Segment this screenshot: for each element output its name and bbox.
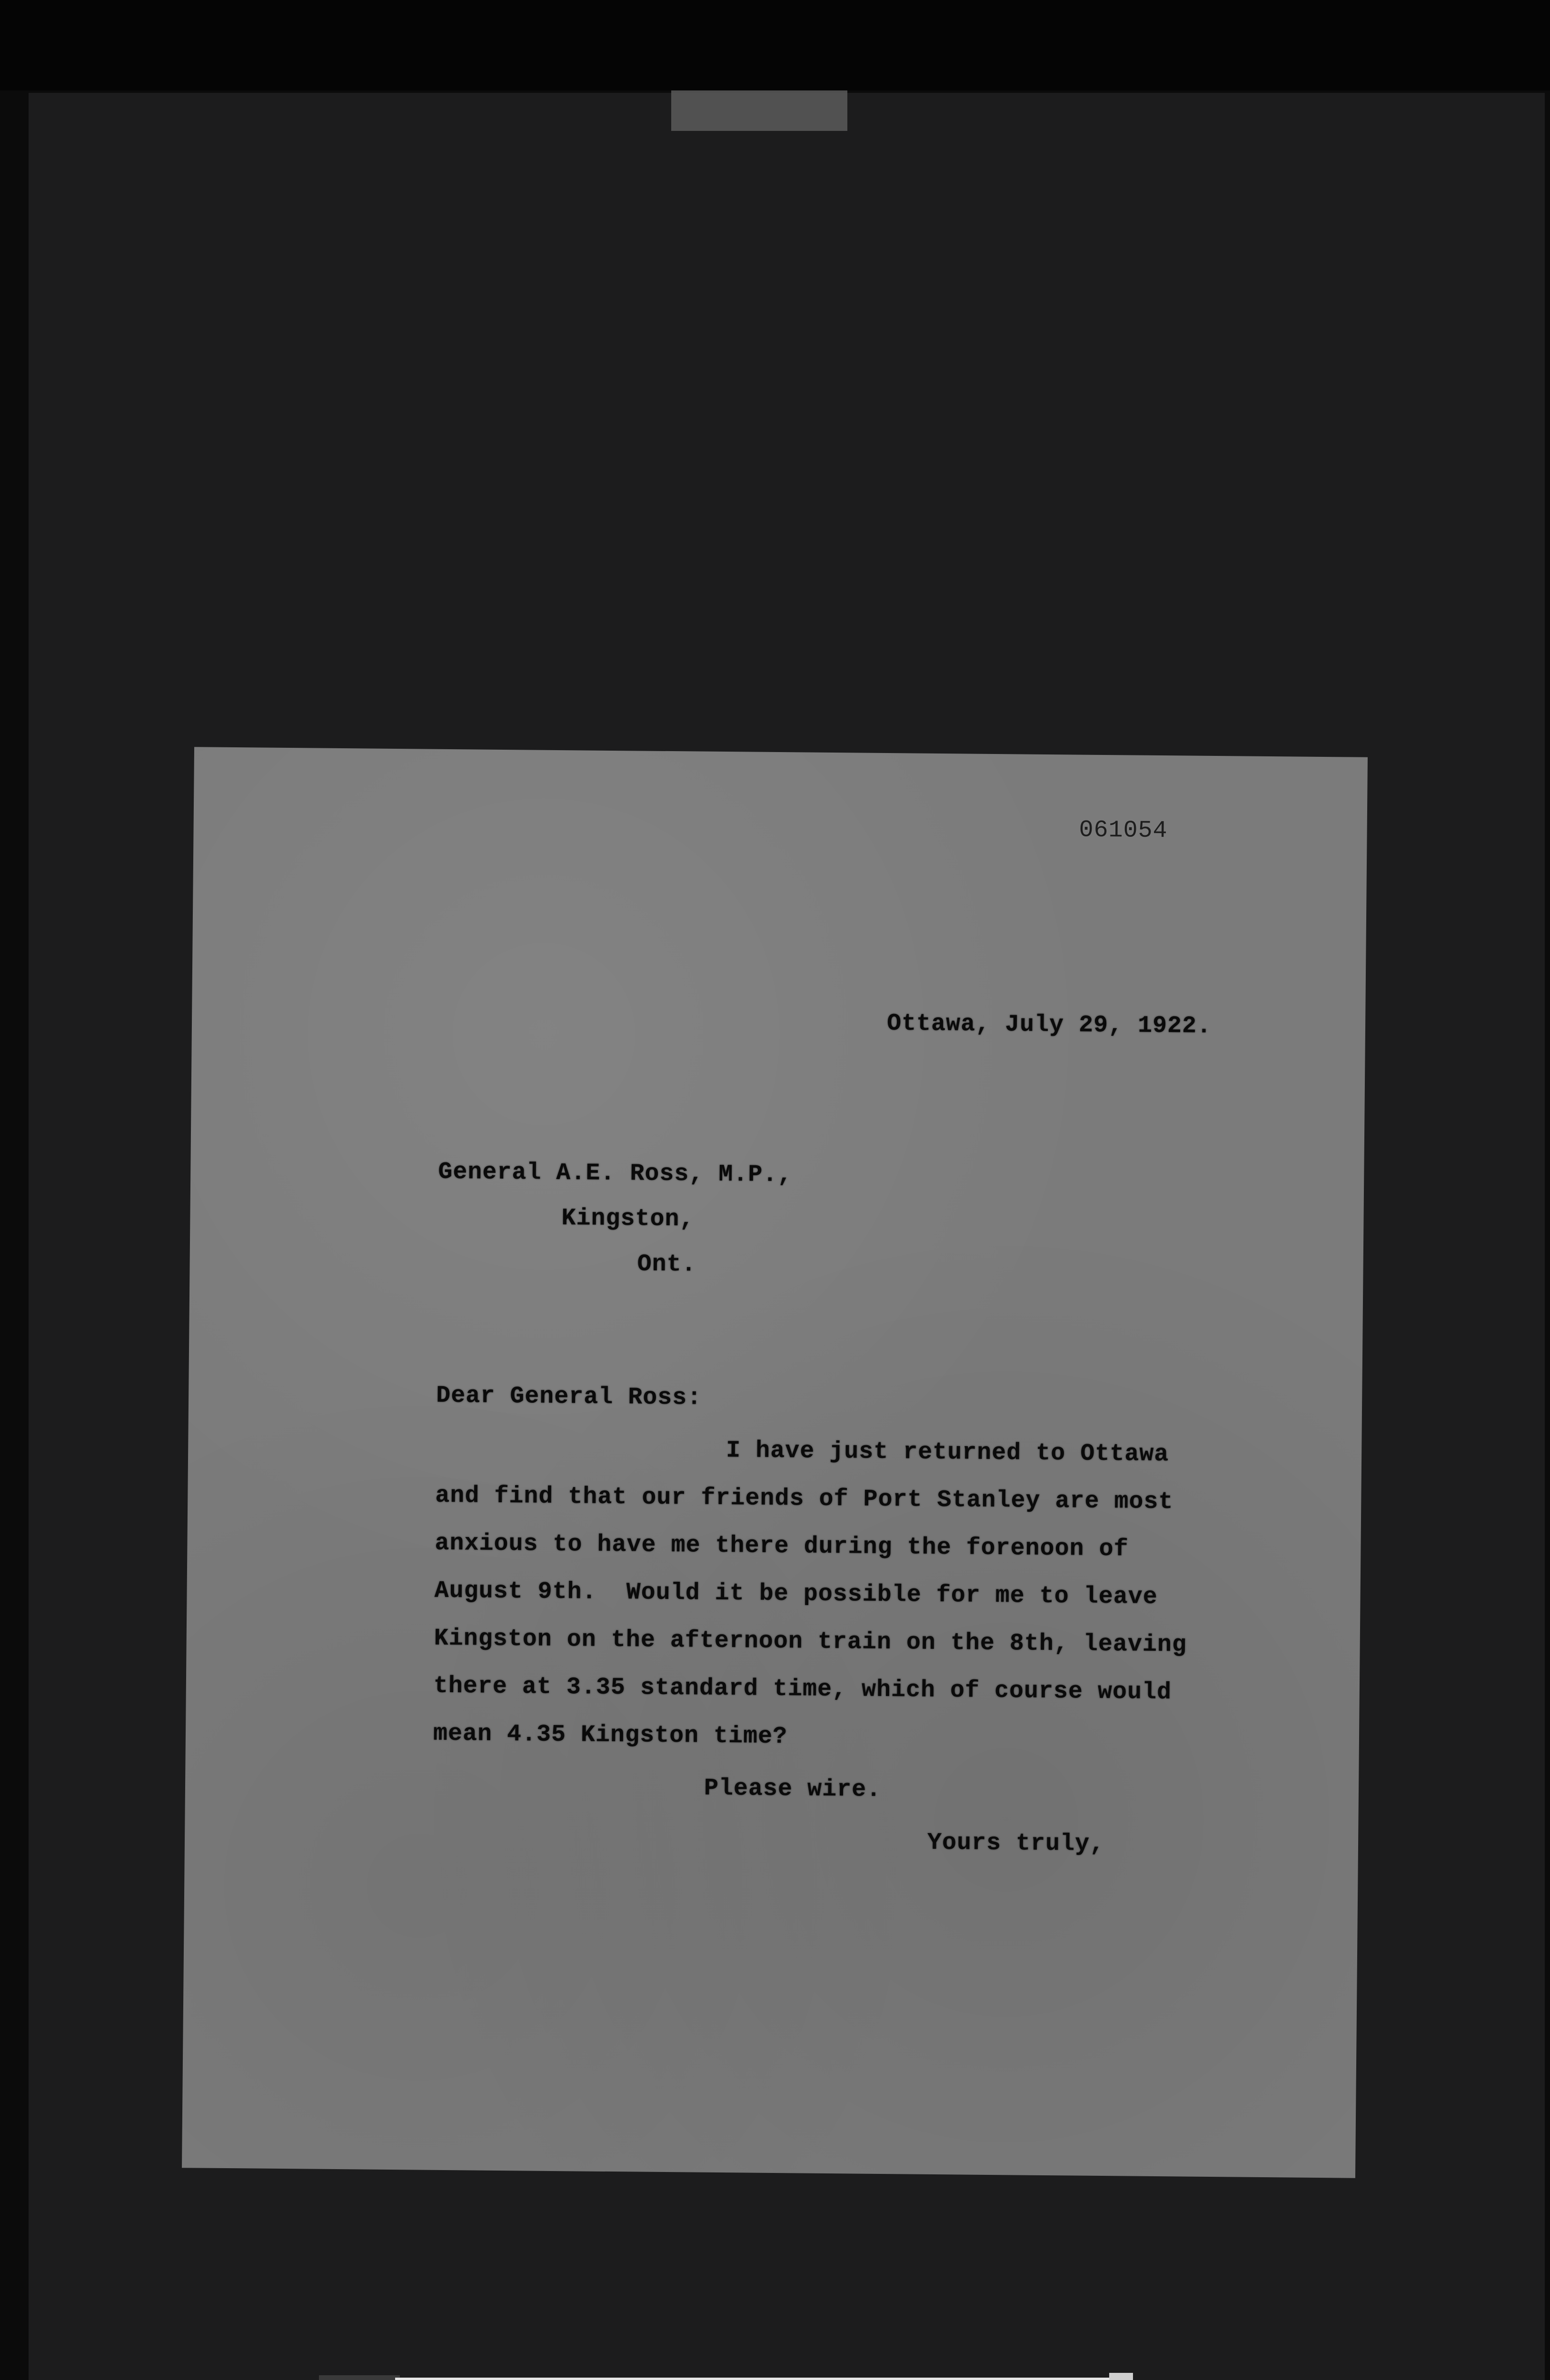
body-line: anxious to have me there during the forenoon of [435,1529,1129,1563]
closing-request: Please wire. [704,1775,882,1804]
series-label [395,2378,1109,2380]
closing: Yours truly, [927,1829,1105,1858]
addressee-city: Kingston, [561,1205,695,1233]
body-line: August 9th. Would it be possible for me to leave [434,1577,1158,1611]
label-tab [1109,2373,1133,2380]
document-number-stamp: 061054 [1079,816,1168,845]
typed-letter [182,747,1368,2178]
body-line: and find that our friends of Port Stanley are most [435,1482,1173,1516]
letter-date: Ottawa, July 29, 1922. [886,1010,1212,1040]
scan-top-border [0,0,1550,90]
tape-strip [319,2375,400,2380]
addressee-province: Ont. [637,1250,696,1279]
body-line: there at 3.35 standard time, which of course would [433,1672,1172,1706]
body-line: mean 4.35 Kingston time? [433,1720,788,1751]
film-tab [671,90,847,131]
body-line: I have just returned to Ottawa [725,1437,1169,1468]
salutation: Dear General Ross: [436,1382,702,1412]
addressee-name: General A.E. Ross, M.P., [438,1158,793,1189]
body-line: Kingston on the afternoon train on the 8th, leaving [434,1625,1187,1659]
